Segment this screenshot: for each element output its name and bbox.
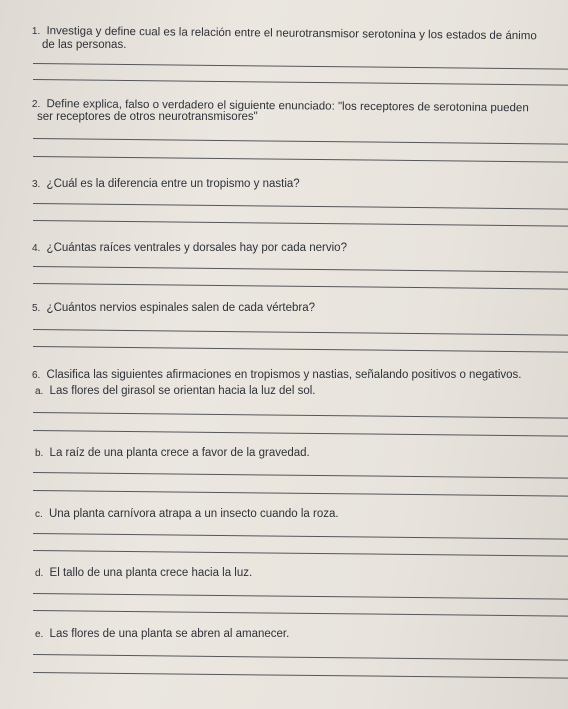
question-3-number: 3. (32, 179, 41, 190)
answer-line[interactable] (33, 79, 568, 86)
answer-line[interactable] (33, 266, 568, 273)
answer-line[interactable] (33, 346, 568, 353)
question-6d: d. El tallo de una planta crece hacia la luz. (35, 567, 253, 579)
question-3 (32, 177, 300, 192)
answer-line[interactable] (33, 329, 568, 336)
question-2-text: Define explica, falso o verdadero el siguiente enunciado: "los receptores de serotonina pueden (46, 98, 529, 115)
question-2-number: 2. (31, 98, 41, 111)
question-6a: a. Las flores del girasol se orientan hacia la luz del sol. (35, 385, 316, 397)
question-1-text: Investiga y define cual es la relación entre el neurotransmisor serotonina y los estados de ánimo (46, 25, 537, 43)
answer-line[interactable] (33, 138, 568, 145)
answer-line[interactable] (33, 533, 568, 540)
question-6 (32, 368, 521, 383)
question-6-text: Clasifica las siguientes afirmaciones en tropismos y nastias, señalando positivos o negativos. (46, 369, 522, 381)
question-1-number: 1. (31, 25, 41, 38)
answer-line[interactable] (33, 610, 568, 617)
answer-line[interactable] (33, 654, 568, 661)
question-6-number: 6. (32, 370, 41, 381)
question-6c: c. Una planta carnívora atrapa a un insecto cuando la roza. (35, 508, 339, 520)
answer-line[interactable] (33, 593, 568, 600)
answer-line[interactable] (33, 220, 568, 227)
answer-line[interactable] (33, 430, 568, 437)
question-4-number: 4. (32, 243, 41, 254)
question-1-continuation: de las personas. (42, 39, 127, 51)
answer-line[interactable] (33, 472, 568, 479)
question-5 (32, 301, 315, 316)
answer-line[interactable] (33, 490, 568, 497)
question-6b: b. La raíz de una planta crece a favor de la gravedad. (35, 447, 310, 459)
question-4 (32, 241, 347, 256)
answer-line[interactable] (33, 283, 568, 290)
question-3-text: ¿Cuál es la diferencia entre un tropismo y nastia? (46, 178, 300, 190)
answer-line[interactable] (33, 63, 568, 70)
answer-line[interactable] (33, 672, 568, 679)
answer-line[interactable] (33, 550, 568, 557)
question-2-continuation: ser receptores de otros neurotransmisores" (37, 111, 258, 123)
question-5-number: 5. (32, 303, 41, 314)
answer-line[interactable] (33, 412, 568, 419)
question-4-text: ¿Cuántas raíces ventrales y dorsales hay por cada nervio? (46, 242, 347, 254)
question-6e: e. Las flores de una planta se abren al amanecer. (35, 628, 290, 640)
answer-line[interactable] (33, 203, 568, 210)
question-5-text: ¿Cuántos nervios espinales salen de cada vértebra? (46, 302, 316, 314)
answer-line[interactable] (33, 156, 568, 163)
